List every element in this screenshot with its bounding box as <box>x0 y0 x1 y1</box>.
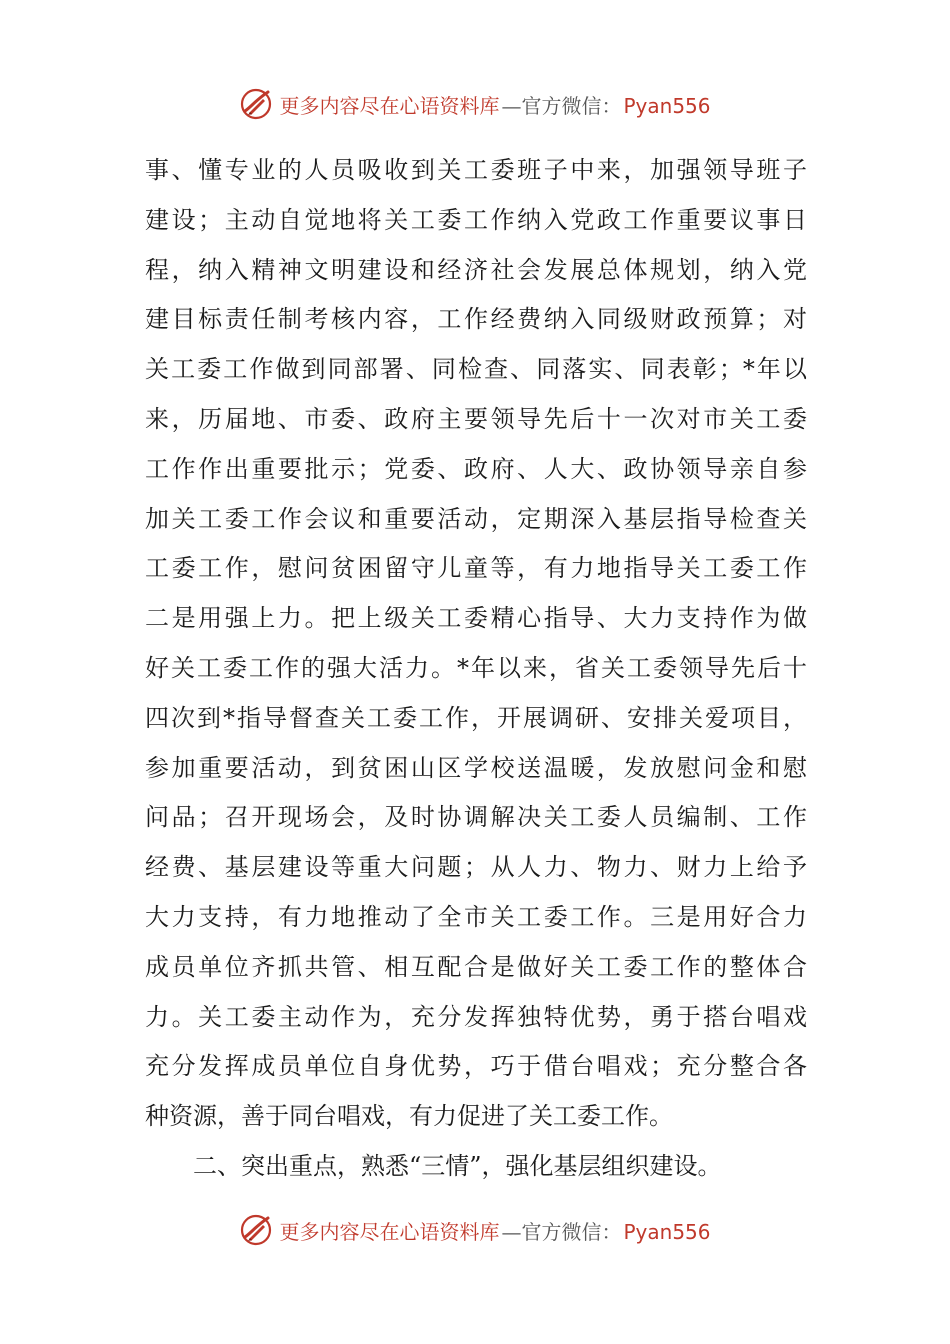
footer-banner-text <box>279 1216 710 1245</box>
banner-wechat-label: —官方微信： <box>501 93 622 118</box>
paragraph-line: 经费、基层建设等重大问题；从人力、物力、财力上给予 <box>145 853 807 882</box>
paragraph-line: 力。关工委主动作为，充分发挥独特优势，勇于搭台唱戏 <box>145 1002 807 1031</box>
paragraph-line: 事、懂专业的人员吸收到关工委班子中来，加强领导班子 <box>145 156 807 184</box>
paragraph-line: 问品；召开现场会，及时协调解决关工委人员编制、工作 <box>145 803 807 832</box>
banner-wechat-label: —官方微信： <box>501 1219 622 1244</box>
paragraph-line: 二是用强上力。把上级关工委精心指导、大力支持作为做 <box>145 604 807 633</box>
section-heading: 二、突出重点，熟悉“三情”，强化基层组织建设。 <box>193 1152 722 1180</box>
paragraph-line: 加关工委工作会议和重要活动，定期深入基层指导检查关 <box>145 504 807 533</box>
banner-brand: 更多内容尽在心语资料库 <box>279 93 500 118</box>
paragraph-line: 来，历届地、市委、政府主要领导先后十一次对市关工委 <box>145 404 807 433</box>
banner-wechat-id: Pyan556 <box>623 93 711 118</box>
paragraph-line: 建目标责任制考核内容，工作经费纳入同级财政预算；对 <box>145 305 807 334</box>
pen-circle-logo-icon <box>239 87 273 121</box>
banner-wechat-id: Pyan556 <box>623 1219 711 1244</box>
paragraph-line: 建设；主动自觉地将关工委工作纳入党政工作重要议事日 <box>145 205 807 234</box>
banner-brand: 更多内容尽在心语资料库 <box>279 1219 500 1244</box>
paragraph-line: 大力支持，有力地推动了全市关工委工作。三是用好合力 <box>145 902 807 931</box>
paragraph-line: 充分发挥成员单位自身优势，巧于借台唱戏；充分整合各 <box>145 1052 807 1081</box>
paragraph-line: 程，纳入精神文明建设和经济社会发展总体规划，纳入党 <box>145 255 807 284</box>
footer-banner <box>0 1208 950 1252</box>
header-banner-text <box>279 90 710 119</box>
paragraph-line: 好关工委工作的强大活力。*年以来，省关工委领导先后十 <box>145 653 807 682</box>
paragraph-line: 工作作出重要批示；党委、政府、人大、政协领导亲自参 <box>145 454 807 483</box>
paragraph-line: 关工委工作做到同部署、同检查、同落实、同表彰；*年以 <box>145 355 807 384</box>
pen-circle-logo-icon <box>239 1213 273 1247</box>
paragraph-line: 种资源，善于同台唱戏，有力促进了关工委工作。 <box>145 1102 673 1131</box>
paragraph-line: 成员单位齐抓共管、相互配合是做好关工委工作的整体合 <box>145 952 807 981</box>
paragraph-line: 四次到*指导督查关工委工作，开展调研、安排关爱项目， <box>145 703 807 732</box>
header-banner <box>0 82 950 126</box>
paragraph-line: 参加重要活动，到贫困山区学校送温暖，发放慰问金和慰 <box>145 753 807 782</box>
paragraph-line: 工委工作，慰问贫困留守儿童等，有力地指导关工委工作 <box>145 554 807 583</box>
body-paragraph <box>145 146 807 1142</box>
